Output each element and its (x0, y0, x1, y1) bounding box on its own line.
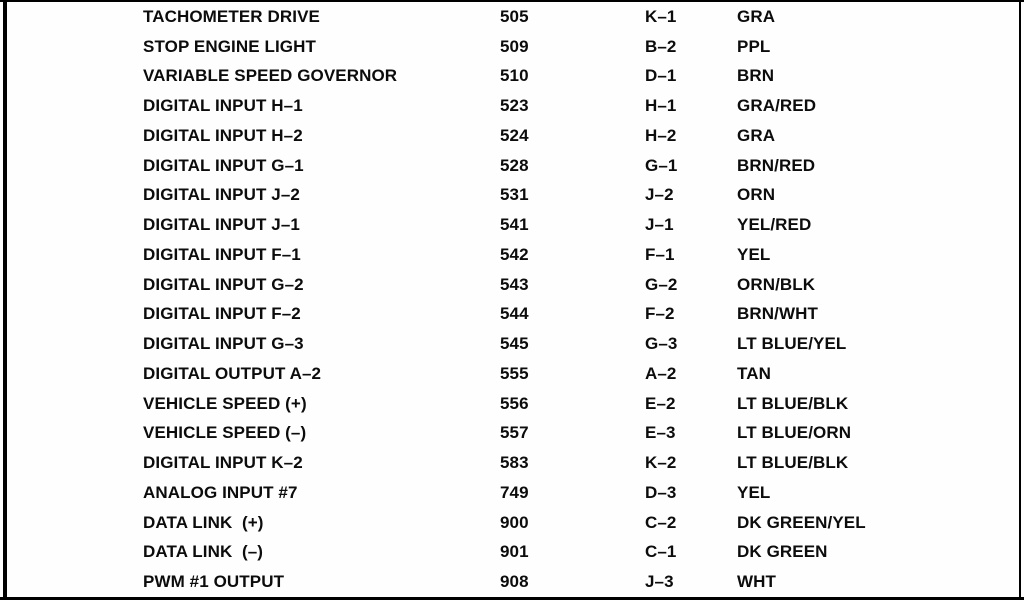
function-cell: STOP ENGINE LIGHT (143, 36, 316, 56)
function-cell: DIGITAL INPUT F–1 (143, 244, 301, 264)
connector-cavity-cell: H–2 (645, 125, 677, 145)
table-row (0, 300, 1024, 330)
table-row (0, 91, 1024, 121)
wire-number-cell: 510 (500, 66, 529, 86)
connector-cavity-cell: C–2 (645, 512, 677, 532)
table-row (0, 419, 1024, 449)
wire-number-cell: 541 (500, 215, 529, 235)
function-cell: DIGITAL OUTPUT A–2 (143, 363, 322, 383)
wire-number-cell: 509 (500, 36, 529, 56)
connector-cavity-cell: F–1 (645, 244, 675, 264)
function-cell: DIGITAL INPUT G–3 (143, 334, 304, 354)
wire-color-cell: BRN (737, 66, 775, 86)
wire-color-cell: YEL/RED (737, 215, 812, 235)
connector-cavity-cell: K–1 (645, 6, 677, 26)
connector-cavity-cell: C–1 (645, 542, 677, 562)
table-row (0, 181, 1024, 211)
wire-number-cell: 524 (500, 125, 529, 145)
wire-number-cell: 908 (500, 572, 529, 592)
function-cell: VEHICLE SPEED (–) (143, 423, 307, 443)
connector-cavity-cell: D–1 (645, 66, 677, 86)
function-cell: DIGITAL INPUT H–1 (143, 96, 303, 116)
wire-color-cell: ORN (737, 185, 776, 205)
wire-color-cell: LT BLUE/ORN (737, 423, 852, 443)
wire-color-cell: DK GREEN (737, 542, 828, 562)
function-cell: DIGITAL INPUT K–2 (143, 453, 303, 473)
wire-color-cell: LT BLUE/BLK (737, 393, 849, 413)
table-row (0, 389, 1024, 419)
wire-number-cell: 543 (500, 274, 529, 294)
wire-number-cell: 900 (500, 512, 529, 532)
table-row (0, 329, 1024, 359)
function-cell: PWM #1 OUTPUT (143, 572, 285, 592)
wire-number-cell: 901 (500, 542, 529, 562)
connector-cavity-cell: A–2 (645, 363, 677, 383)
wire-number-cell: 523 (500, 96, 529, 116)
wire-color-cell: LT BLUE/YEL (737, 334, 847, 354)
wire-color-cell: BRN/RED (737, 155, 816, 175)
connector-cavity-cell: H–1 (645, 96, 677, 116)
table-row (0, 270, 1024, 300)
connector-cavity-cell: G–2 (645, 274, 678, 294)
wire-color-cell: YEL (737, 482, 771, 502)
function-cell: DIGITAL INPUT F–2 (143, 304, 301, 324)
table-row (0, 151, 1024, 181)
connector-cavity-cell: E–3 (645, 423, 676, 443)
table-row (0, 448, 1024, 478)
connector-cavity-cell: K–2 (645, 453, 677, 473)
table-row (0, 538, 1024, 568)
wire-number-cell: 528 (500, 155, 529, 175)
connector-cavity-cell: B–2 (645, 36, 677, 56)
wire-number-cell: 749 (500, 482, 529, 502)
wire-color-cell: BRN/WHT (737, 304, 818, 324)
function-cell: TACHOMETER DRIVE (143, 6, 320, 26)
function-cell: DIGITAL INPUT H–2 (143, 125, 303, 145)
function-cell: VARIABLE SPEED GOVERNOR (143, 66, 398, 86)
wire-color-cell: YEL (737, 244, 771, 264)
connector-cavity-cell: D–3 (645, 482, 677, 502)
wire-table (0, 2, 1024, 597)
connector-cavity-cell: J–3 (645, 572, 674, 592)
function-cell: DATA LINK (+) (143, 512, 264, 532)
function-cell: VEHICLE SPEED (+) (143, 393, 307, 413)
connector-cavity-cell: J–2 (645, 185, 674, 205)
connector-cavity-cell: G–1 (645, 155, 678, 175)
wire-color-cell: ORN/BLK (737, 274, 816, 294)
table-row (0, 240, 1024, 270)
wire-number-cell: 583 (500, 453, 529, 473)
function-cell: DIGITAL INPUT G–1 (143, 155, 304, 175)
wire-number-cell: 545 (500, 334, 529, 354)
connector-cavity-cell: E–2 (645, 393, 676, 413)
table-row (0, 359, 1024, 389)
connector-cavity-cell: J–1 (645, 215, 674, 235)
table-row (0, 121, 1024, 151)
wire-color-cell: DK GREEN/YEL (737, 512, 866, 532)
wire-color-cell: GRA (737, 6, 776, 26)
function-cell: DIGITAL INPUT G–2 (143, 274, 304, 294)
wire-color-cell: PPL (737, 36, 771, 56)
wire-color-cell: WHT (737, 572, 777, 592)
wire-number-cell: 556 (500, 393, 529, 413)
table-row (0, 2, 1024, 32)
table-row (0, 210, 1024, 240)
function-cell: DATA LINK (–) (143, 542, 264, 562)
wire-number-cell: 542 (500, 244, 529, 264)
wire-number-cell: 555 (500, 363, 529, 383)
wire-number-cell: 505 (500, 6, 529, 26)
wire-color-cell: TAN (737, 363, 771, 383)
connector-cavity-cell: F–2 (645, 304, 675, 324)
connector-cavity-cell: G–3 (645, 334, 678, 354)
function-cell: DIGITAL INPUT J–1 (143, 215, 300, 235)
table-row (0, 62, 1024, 92)
wire-number-cell: 531 (500, 185, 529, 205)
wire-number-cell: 557 (500, 423, 529, 443)
wire-number-cell: 544 (500, 304, 529, 324)
function-cell: DIGITAL INPUT J–2 (143, 185, 300, 205)
table-row (0, 567, 1024, 597)
table-row (0, 478, 1024, 508)
wire-color-cell: LT BLUE/BLK (737, 453, 849, 473)
table-row (0, 508, 1024, 538)
wire-color-cell: GRA/RED (737, 96, 817, 116)
wire-color-cell: GRA (737, 125, 776, 145)
table-row (0, 32, 1024, 62)
function-cell: ANALOG INPUT #7 (143, 482, 298, 502)
